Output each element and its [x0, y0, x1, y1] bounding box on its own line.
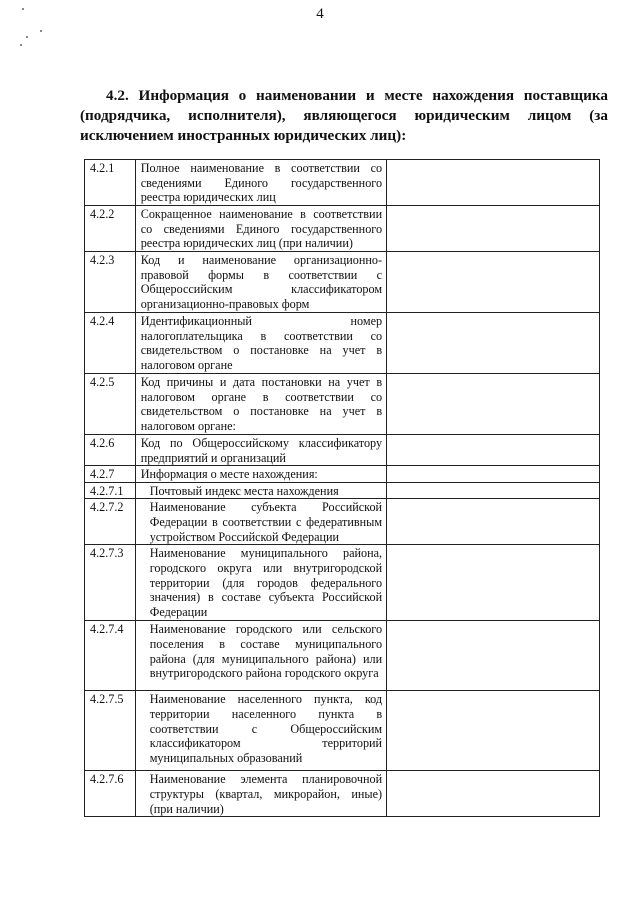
row-description: Наименование субъекта Российской Федерации в соответствии с федеративным устройством Российской Федерации	[135, 499, 386, 545]
scan-speck	[40, 30, 42, 32]
row-description: Почтовый индекс места нахождения	[135, 482, 386, 499]
table-row	[85, 499, 600, 545]
value-cell[interactable]	[387, 482, 600, 499]
table-row	[85, 621, 600, 691]
table-row	[85, 545, 600, 621]
row-description: Код по Общероссийскому классификатору предприятий и организаций	[135, 435, 386, 466]
table-row	[85, 374, 600, 435]
value-cell[interactable]	[387, 466, 600, 483]
row-number: 4.2.7.2	[85, 499, 136, 545]
row-number: 4.2.6	[85, 435, 136, 466]
row-number: 4.2.5	[85, 374, 136, 435]
table-row	[85, 206, 600, 252]
row-description: Наименование элемента планировочной структуры (квартал, микрорайон, иные) (при наличии)	[135, 771, 386, 817]
value-cell[interactable]	[387, 621, 600, 691]
table-row	[85, 771, 600, 817]
row-description: Наименование муниципального района, городского округа или внутригородской территории (для городов федерального значения) в составе субъекта Российской Федерации	[135, 545, 386, 621]
row-description: Сокращенное наименование в соответствии со сведениями Единого государственного реестра юридических лиц (при наличии)	[135, 206, 386, 252]
value-cell[interactable]	[387, 545, 600, 621]
row-description: Код причины и дата постановки на учет в налоговом органе в соответствии со свидетельством о постановке на учет в налоговом органе:	[135, 374, 386, 435]
row-number: 4.2.7.4	[85, 621, 136, 691]
value-cell[interactable]	[387, 252, 600, 313]
row-description: Информация о месте нахождения:	[135, 466, 386, 483]
row-description: Наименование населенного пункта, код территории населенного пункта в соответствии с Общероссийским классификатором территорий муниципальных образований	[135, 691, 386, 771]
table-row	[85, 160, 600, 206]
value-cell[interactable]	[387, 313, 600, 374]
value-cell[interactable]	[387, 771, 600, 817]
page-number: 4	[316, 6, 324, 22]
scan-speck	[26, 36, 28, 38]
row-number: 4.2.4	[85, 313, 136, 374]
row-number: 4.2.1	[85, 160, 136, 206]
row-number: 4.2.3	[85, 252, 136, 313]
table-row	[85, 435, 600, 466]
value-cell[interactable]	[387, 160, 600, 206]
table-row	[85, 691, 600, 771]
table-row	[85, 466, 600, 483]
row-description: Идентификационный номер налогоплательщика в соответствии со свидетельством о постановке на учет в налоговом органе	[135, 313, 386, 374]
row-number: 4.2.7	[85, 466, 136, 483]
scan-speck	[22, 8, 24, 10]
row-number: 4.2.7.5	[85, 691, 136, 771]
value-cell[interactable]	[387, 499, 600, 545]
row-description: Полное наименование в соответствии со сведениями Единого государственного реестра юридических лиц	[135, 160, 386, 206]
value-cell[interactable]	[387, 435, 600, 466]
section-heading: 4.2. Информация о наименовании и месте нахождения поставщика (подрядчика, исполнителя), являющегося юридическим лицом (за исключением иностранных юридических лиц):	[80, 87, 608, 144]
value-cell[interactable]	[387, 691, 600, 771]
row-description: Код и наименование организационно-правовой формы в соответствии с Общероссийским классификатором организационно-правовых форм	[135, 252, 386, 313]
value-cell[interactable]	[387, 374, 600, 435]
row-number: 4.2.2	[85, 206, 136, 252]
table-row	[85, 252, 600, 313]
table-row	[85, 313, 600, 374]
row-number: 4.2.7.1	[85, 482, 136, 499]
scan-speck	[20, 44, 22, 46]
row-description: Наименование городского или сельского поселения в составе муниципального района (для муниципального района) или внутригородского района городского округа	[135, 621, 386, 691]
row-number: 4.2.7.6	[85, 771, 136, 817]
row-number: 4.2.7.3	[85, 545, 136, 621]
supplier-info-table	[84, 159, 600, 817]
table-row	[85, 482, 600, 499]
value-cell[interactable]	[387, 206, 600, 252]
